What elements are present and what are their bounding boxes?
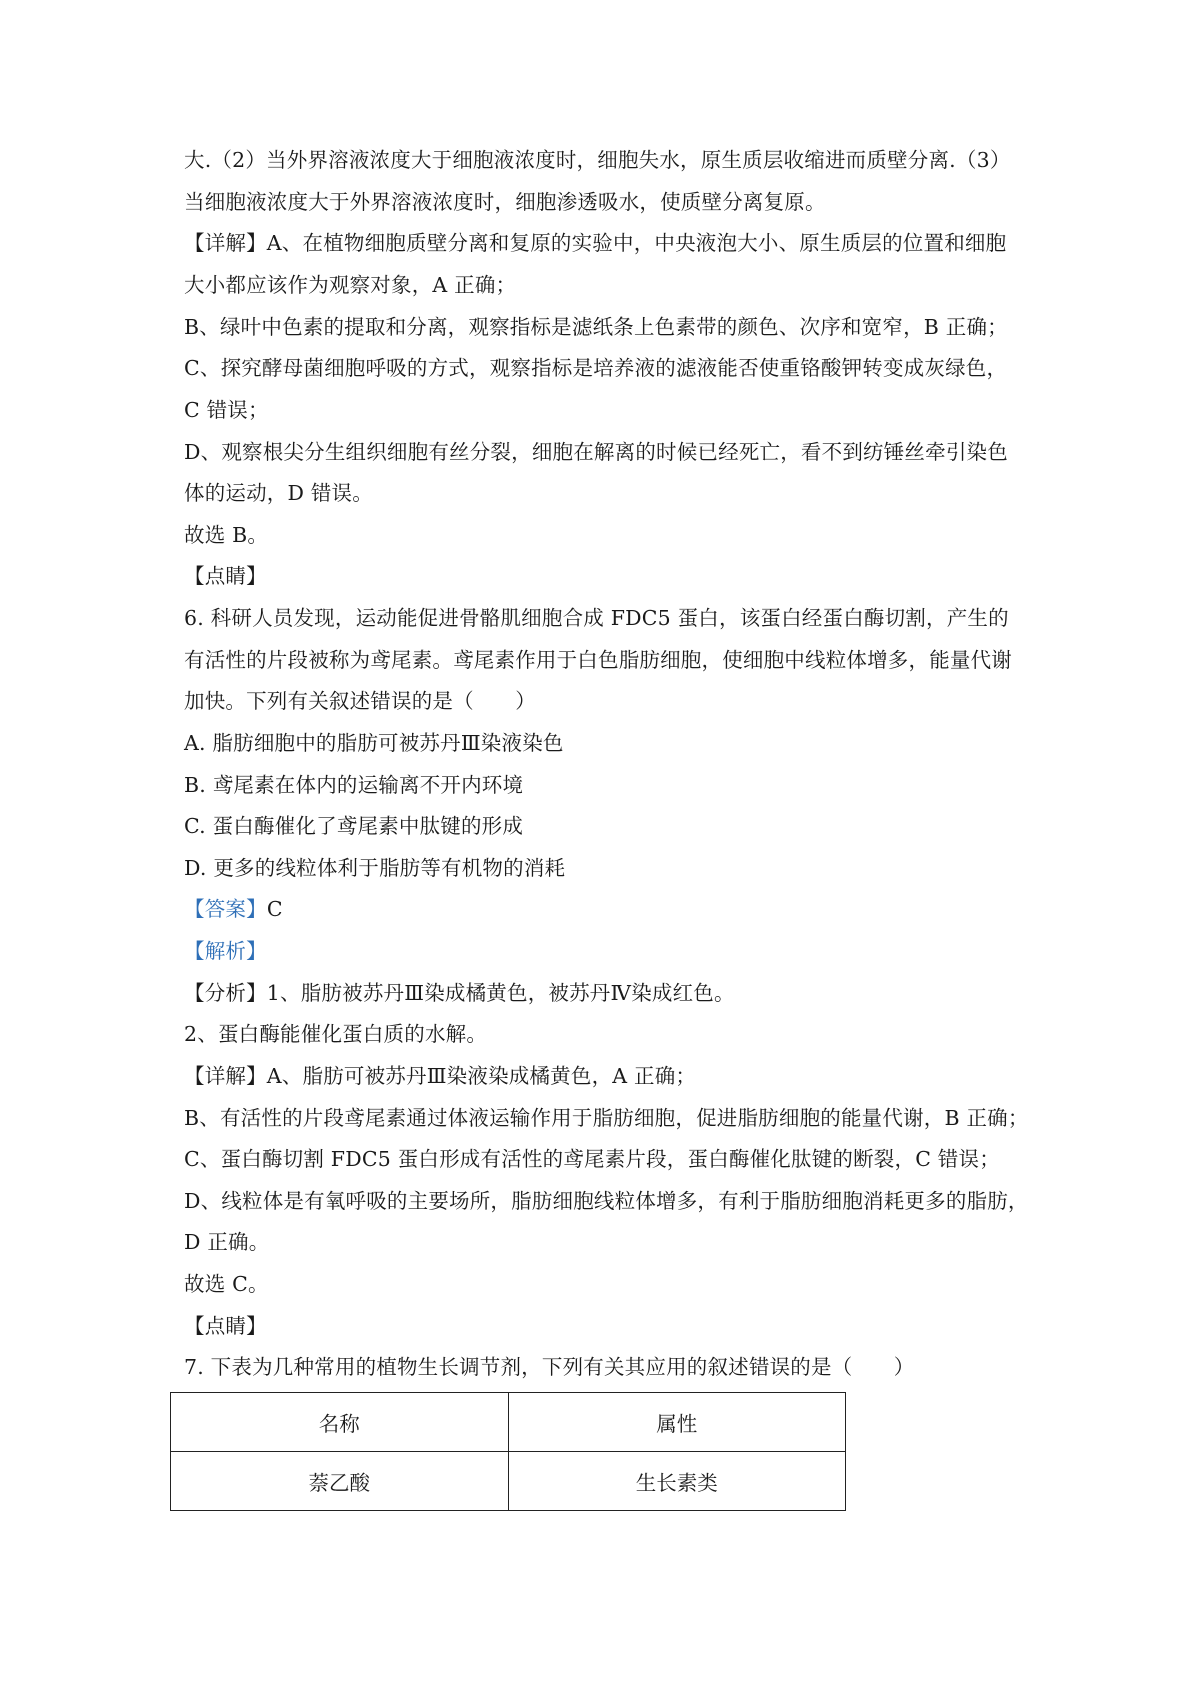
answer-line [184, 895, 283, 923]
section-heading: 【点睛】 [184, 564, 267, 588]
text-line: 【分析】1、脂肪被苏丹Ⅲ染成橘黄色，被苏丹Ⅳ染成红色。 [184, 981, 735, 1005]
option-c: C. 蛋白酶催化了鸢尾素中肽键的形成 [184, 814, 524, 838]
text-line: C、探究酵母菌细胞呼吸的方式，观察指标是培养液的滤液能否使重铬酸钾转变成灰绿色， [184, 356, 1008, 380]
text-line: 2、蛋白酶能催化蛋白质的水解。 [184, 1022, 488, 1046]
text-line: 【详解】A、在植物细胞质壁分离和复原的实验中，中央液泡大小、原生质层的位置和细胞 [184, 231, 1007, 255]
regulator-table [170, 1392, 846, 1511]
table-cell: 萘乙酸 [171, 1452, 509, 1511]
question-stem: 有活性的片段被称为鸢尾素。鸢尾素作用于白色脂肪细胞，使细胞中线粒体增多，能量代谢 [184, 648, 1012, 672]
question-stem: 加快。下列有关叙述错误的是（ ） [184, 689, 536, 713]
text-line: D、观察根尖分生组织细胞有丝分裂，细胞在解离的时候已经死亡，看不到纺锤丝牵引染色 [184, 440, 1008, 464]
table-cell: 生长素类 [508, 1452, 846, 1511]
question-stem: 7. 下表为几种常用的植物生长调节剂，下列有关其应用的叙述错误的是（ ） [184, 1355, 915, 1379]
section-heading: 【点睛】 [184, 1314, 267, 1338]
text-line: 故选 C。 [184, 1272, 269, 1296]
table-header-row [171, 1393, 846, 1452]
text-line: C、蛋白酶切割 FDC5 蛋白形成有活性的鸢尾素片段，蛋白酶催化肽键的断裂，C 错误； [184, 1147, 1000, 1171]
table-row [171, 1452, 846, 1511]
table-header-cell: 名称 [171, 1393, 509, 1452]
question-stem: 6. 科研人员发现，运动能促进骨骼肌细胞合成 FDC5 蛋白，该蛋白经蛋白酶切割，产生的 [184, 606, 1009, 630]
text-line: 故选 B。 [184, 523, 269, 547]
option-b: B. 鸢尾素在体内的运输离不开内环境 [184, 773, 524, 797]
option-a: A. 脂肪细胞中的脂肪可被苏丹Ⅲ染液染色 [184, 731, 564, 755]
text-line: D、线粒体是有氧呼吸的主要场所，脂肪细胞线粒体增多，有利于脂肪细胞消耗更多的脂肪， [184, 1189, 1029, 1213]
text-line: 体的运动，D 错误。 [184, 481, 373, 505]
text-line: B、有活性的片段鸢尾素通过体液运输作用于脂肪细胞，促进脂肪细胞的能量代谢，B 正确； [184, 1106, 1029, 1130]
text-line: 当细胞液浓度大于外界溶液浓度时，细胞渗透吸水，使质壁分离复原。 [184, 190, 826, 214]
text-line: D 正确。 [184, 1230, 270, 1254]
answer-label: 【答案】 [184, 897, 267, 921]
table-header-cell: 属性 [508, 1393, 846, 1452]
text-line: 大.（2）当外界溶液浓度大于细胞液浓度时，细胞失水，原生质层收缩进而质壁分离.（3） [184, 148, 1011, 172]
text-line: 大小都应该作为观察对象，A 正确； [184, 273, 517, 297]
text-line: 【详解】A、脂肪可被苏丹Ⅲ染液染成橘黄色，A 正确； [184, 1064, 697, 1088]
text-line: B、绿叶中色素的提取和分离，观察指标是滤纸条上色素带的颜色、次序和宽窄，B 正确； [184, 315, 1008, 339]
text-line: C 错误； [184, 398, 269, 422]
answer-value: C [266, 897, 283, 921]
option-d: D. 更多的线粒体利于脂肪等有机物的消耗 [184, 856, 566, 880]
analysis-heading: 【解析】 [184, 939, 267, 963]
